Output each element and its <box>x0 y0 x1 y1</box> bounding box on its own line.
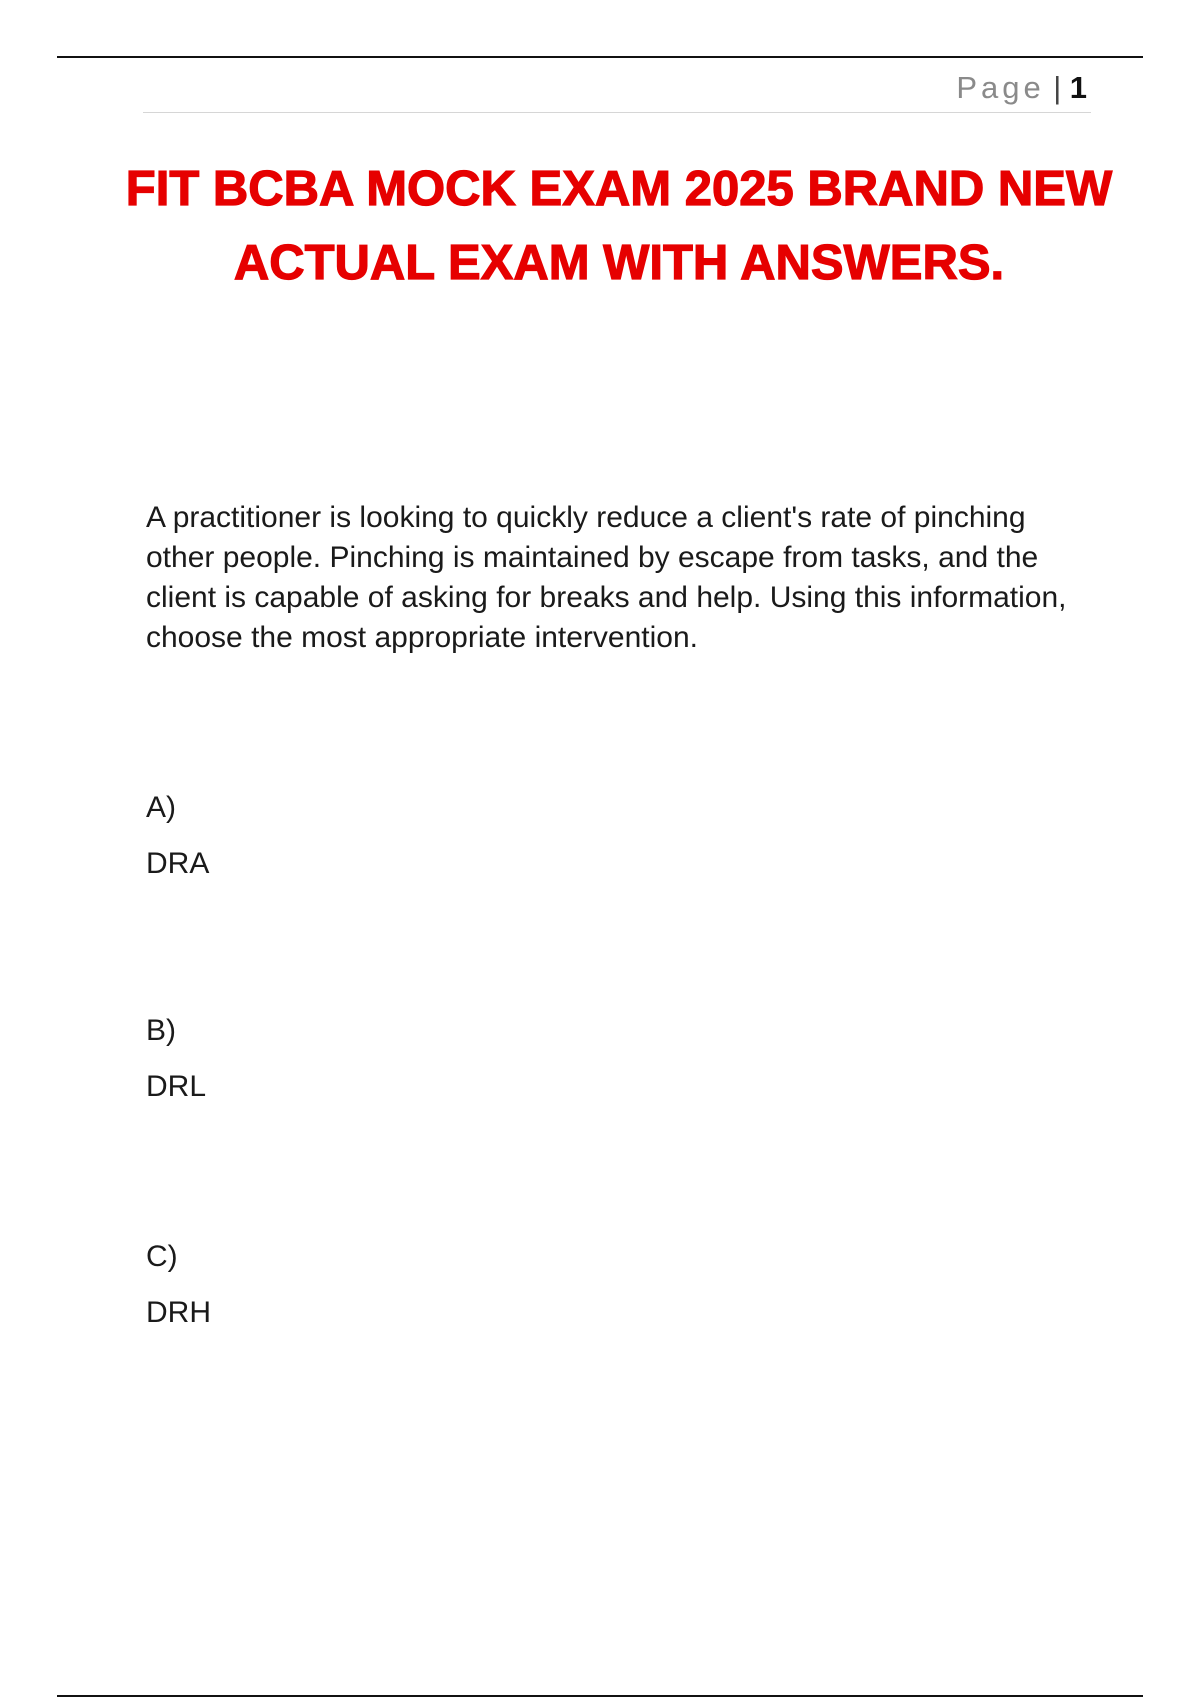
option-b <box>146 1013 206 1105</box>
question-text: A practitioner is looking to quickly reduce a client's rate of pinching other people. Pinching is maintained by escape from tasks, and the client is capable of asking for breaks and help. Using this information, choose the most appropriate intervention. <box>146 501 1067 654</box>
option-letter: B) <box>146 1014 176 1047</box>
option-text: DRA <box>146 847 210 880</box>
option-a <box>146 790 209 882</box>
page-separator: | <box>1053 70 1062 105</box>
page-number: 1 <box>1069 70 1087 105</box>
option-c <box>146 1239 211 1331</box>
page-header <box>143 70 1091 113</box>
option-letter: A) <box>146 791 176 824</box>
option-text: DRL <box>146 1070 207 1103</box>
bottom-rule <box>57 1695 1143 1697</box>
top-rule <box>57 56 1143 58</box>
option-text: DRH <box>146 1296 211 1329</box>
option-letter: C) <box>146 1240 178 1273</box>
page-label: Page <box>956 70 1045 105</box>
document-title: FIT BCBA MOCK EXAM 2025 BRAND NEW ACTUAL EXAM WITH ANSWERS. <box>125 162 1113 290</box>
